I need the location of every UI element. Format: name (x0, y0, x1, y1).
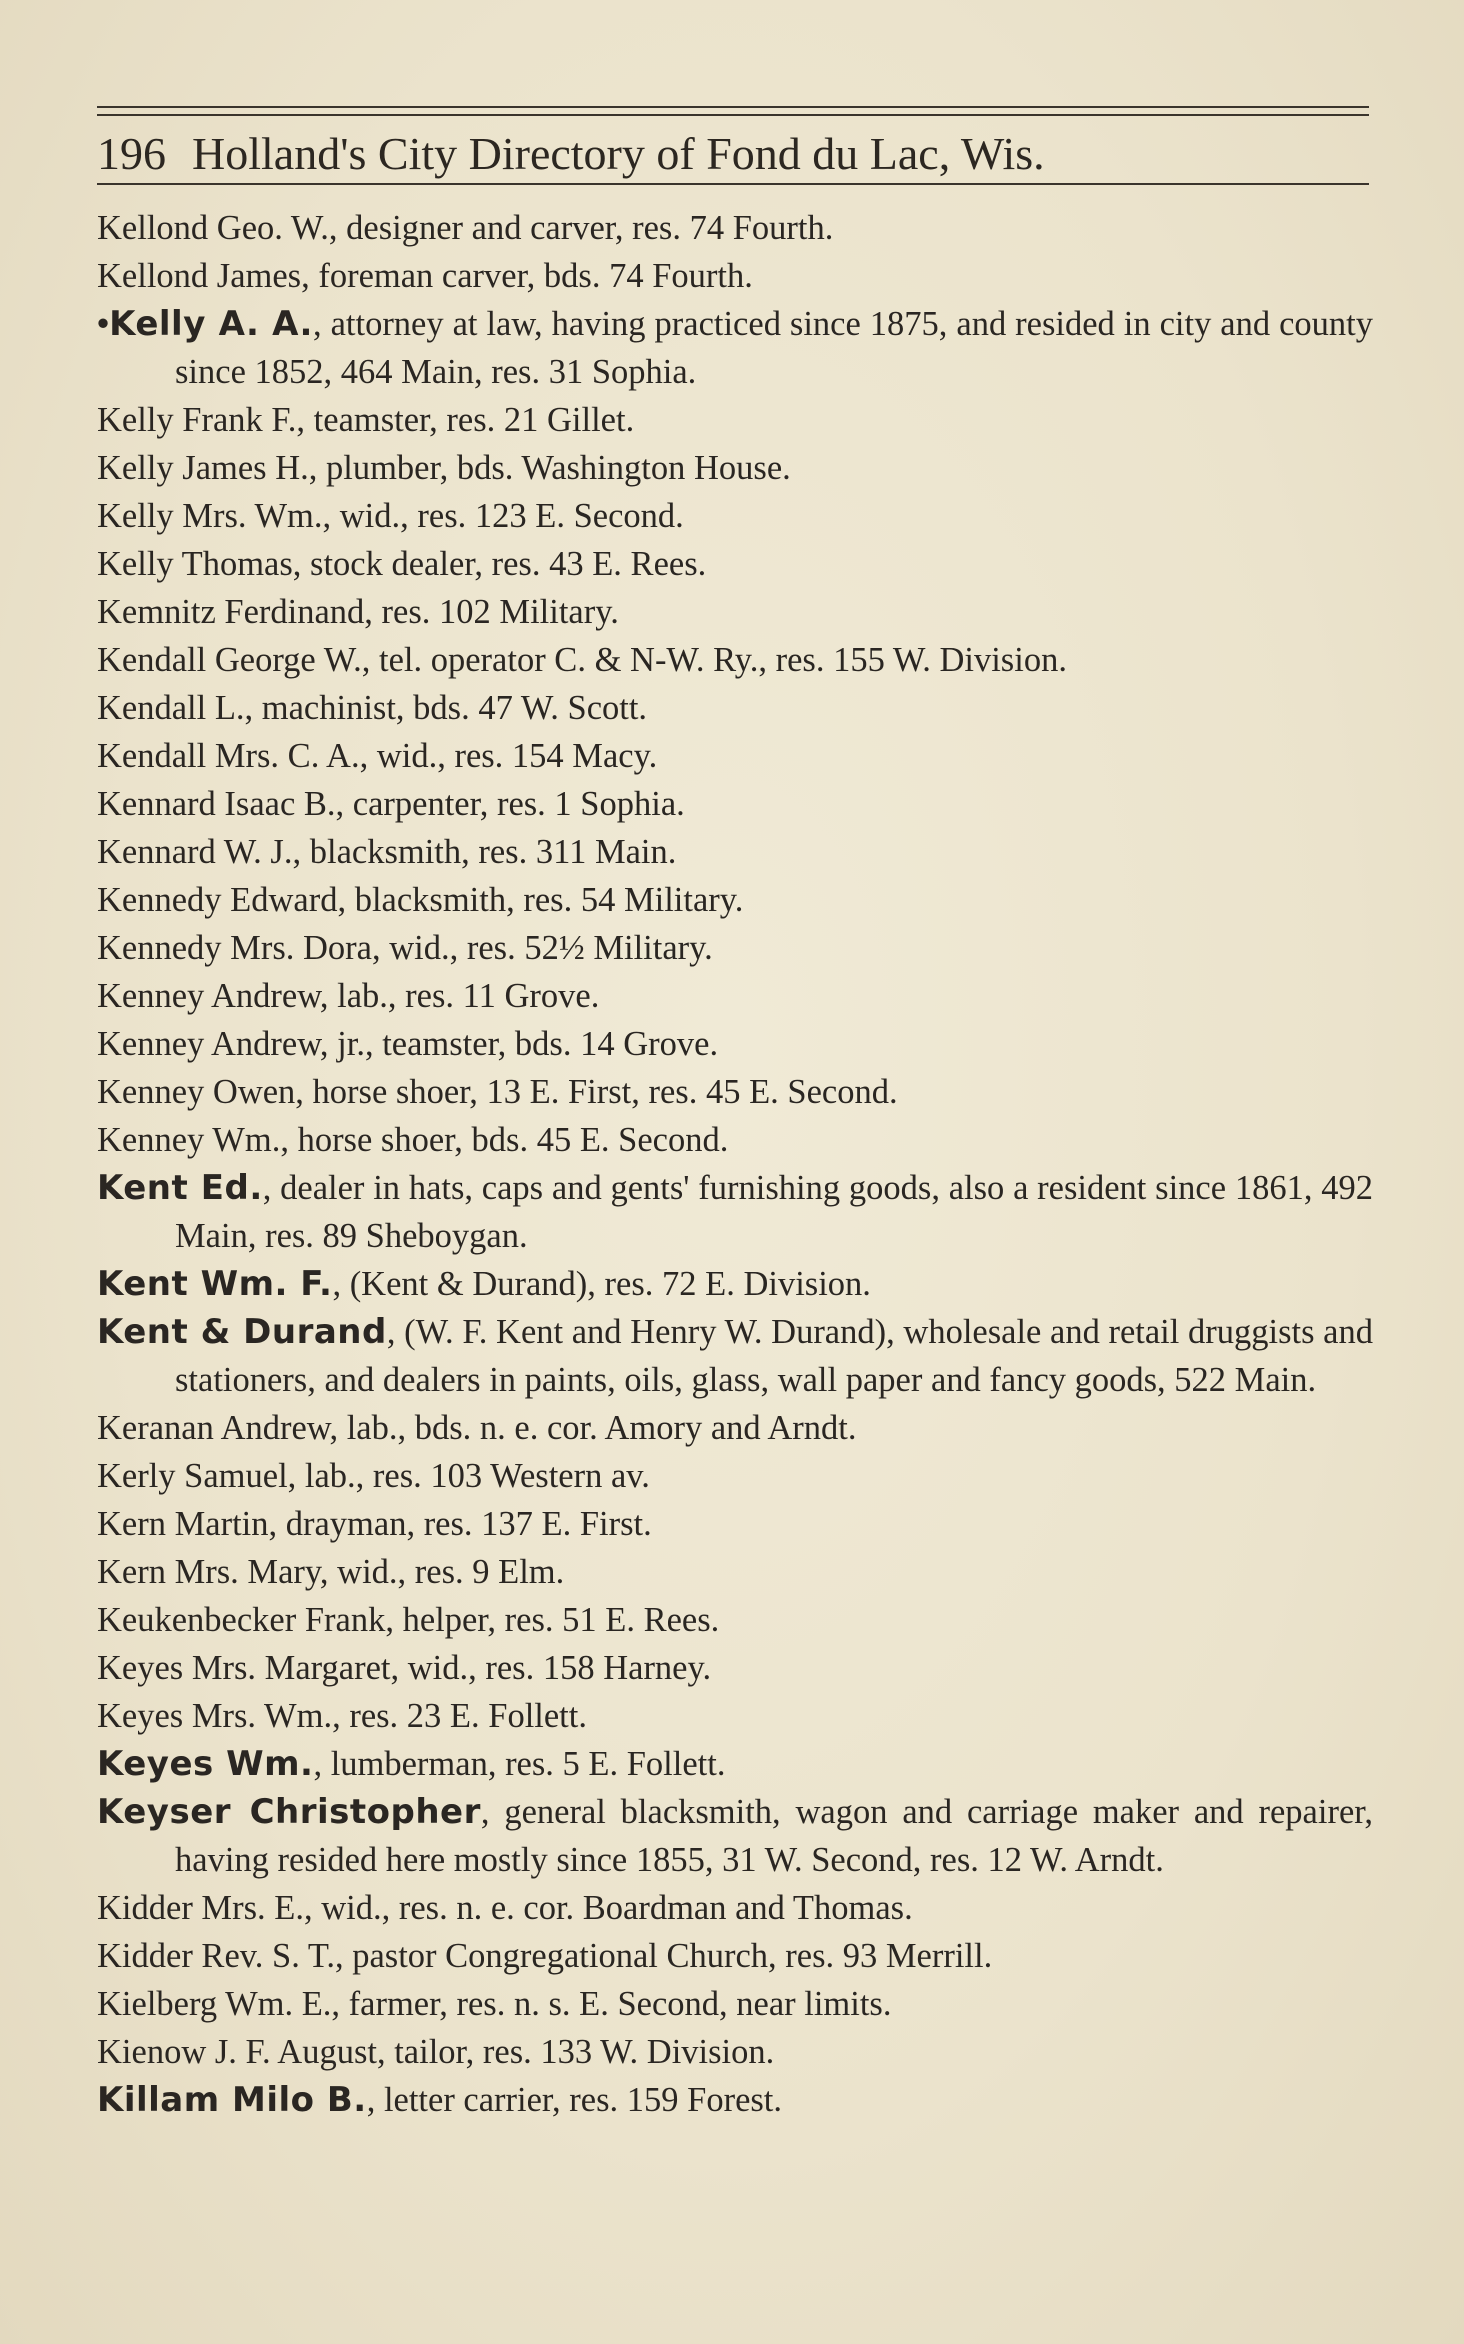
entry-text: Kenney Wm., horse shoer, bds. 45 E. Second. (97, 1121, 729, 1159)
directory-entry (97, 876, 1373, 924)
directory-entry (97, 1068, 1373, 1116)
entry-text: Kenney Andrew, lab., res. 11 Grove. (97, 977, 600, 1015)
directory-entry (97, 732, 1373, 780)
entry-text: Kielberg Wm. E., farmer, res. n. s. E. Second, near limits. (97, 1985, 892, 2023)
directory-entry (97, 1452, 1373, 1500)
entry-text: Kern Martin, drayman, res. 137 E. First. (97, 1505, 652, 1543)
entry-name-bold: Kent Ed. (97, 1168, 263, 1208)
entry-text: Kendall Mrs. C. A., wid., res. 154 Macy. (97, 737, 658, 775)
directory-entry (97, 1116, 1373, 1164)
directory-entry (97, 1548, 1373, 1596)
entry-text: Kelly James H., plumber, bds. Washington House. (97, 449, 791, 487)
directory-entry (97, 1932, 1373, 1980)
entry-text: Kellond James, foreman carver, bds. 74 Fourth. (97, 257, 753, 295)
entry-text: Kendall George W., tel. operator C. & N-W. Ry., res. 155 W. Division. (97, 641, 1067, 679)
directory-entry (97, 444, 1373, 492)
entry-text: Kern Mrs. Mary, wid., res. 9 Elm. (97, 1553, 565, 1591)
entry-name-bold: Keyser Christopher (97, 1792, 481, 1832)
entry-text: Kerly Samuel, lab., res. 103 Western av. (97, 1457, 650, 1495)
directory-entry (97, 300, 1373, 396)
entry-text: , letter carrier, res. 159 Forest. (366, 2081, 783, 2119)
directory-entry (97, 540, 1373, 588)
directory-entry (97, 588, 1373, 636)
directory-entry (97, 1740, 1373, 1788)
entry-text: Keyes Mrs. Margaret, wid., res. 158 Harney. (97, 1649, 712, 1687)
directory-entry (97, 1164, 1373, 1260)
directory-entry (97, 780, 1373, 828)
entry-text: Kelly Frank F., teamster, res. 21 Gillet. (97, 401, 635, 439)
directory-entry (97, 924, 1373, 972)
entry-text: Kenney Andrew, jr., teamster, bds. 14 Grove. (97, 1025, 719, 1063)
directory-entry (97, 1404, 1373, 1452)
directory-entry (97, 2028, 1373, 2076)
directory-entry (97, 1500, 1373, 1548)
directory-entry (97, 492, 1373, 540)
directory-entry (97, 972, 1373, 1020)
header-double-rule (97, 106, 1369, 116)
page-title: Holland's City Directory of Fond du Lac, Wis. (192, 128, 1045, 179)
page-header (97, 118, 1369, 180)
directory-entry (97, 1692, 1373, 1740)
entry-text: Kemnitz Ferdinand, res. 102 Military. (97, 593, 619, 631)
entry-name-bold: Keyes Wm. (97, 1744, 314, 1784)
directory-entry (97, 1260, 1373, 1308)
entry-text: Keranan Andrew, lab., bds. n. e. cor. Amory and Arndt. (97, 1409, 857, 1447)
directory-entry (97, 1788, 1373, 1884)
entry-text: , attorney at law, having practiced since 1875, and resided in city and county since 1852, 464 Main, res. 31 Sophia. (175, 305, 1373, 391)
entry-text: Kellond Geo. W., designer and carver, res. 74 Fourth. (97, 209, 834, 247)
entry-text: , lumberman, res. 5 E. Follett. (313, 1745, 726, 1783)
entry-text: Kelly Thomas, stock dealer, res. 43 E. Rees. (97, 545, 707, 583)
entry-text: , (W. F. Kent and Henry W. Durand), wholesale and retail druggists and stationers, and dealers in paints, oils, glass, wall paper and fancy goods, 522 Main. (175, 1313, 1373, 1399)
directory-entry (97, 1596, 1373, 1644)
entry-name-bold: Kelly A. A. (109, 304, 313, 344)
entry-text: Keyes Mrs. Wm., res. 23 E. Follett. (97, 1697, 587, 1735)
directory-entry (97, 252, 1373, 300)
entry-text: Kendall L., machinist, bds. 47 W. Scott. (97, 689, 648, 727)
entry-text: Kennard W. J., blacksmith, res. 311 Main. (97, 833, 677, 871)
directory-entries (97, 204, 1373, 2124)
directory-entry (97, 1980, 1373, 2028)
directory-entry (97, 828, 1373, 876)
directory-entry (97, 1644, 1373, 1692)
entry-text: Kennedy Mrs. Dora, wid., res. 52½ Military. (97, 929, 713, 967)
entry-text: Kennedy Edward, blacksmith, res. 54 Military. (97, 881, 744, 919)
directory-entry (97, 2076, 1373, 2124)
entry-text: , (Kent & Durand), res. 72 E. Division. (332, 1265, 871, 1303)
entry-text: , dealer in hats, caps and gents' furnishing goods, also a resident since 1861, 492 Main, res. 89 Sheboygan. (175, 1169, 1373, 1255)
entry-text: , general blacksmith, wagon and carriage maker and repairer, having resided here mostly since 1855, 31 W. Second, res. 12 W. Arndt. (175, 1793, 1373, 1879)
directory-entry (97, 1308, 1373, 1404)
entry-text: Kienow J. F. August, tailor, res. 133 W. Division. (97, 2033, 775, 2071)
entry-name-bold: Kent Wm. F. (97, 1264, 333, 1304)
directory-entry (97, 1884, 1373, 1932)
entry-text: Kennard Isaac B., carpenter, res. 1 Sophia. (97, 785, 685, 823)
entry-name-bold: Kent & Durand (97, 1312, 387, 1352)
entry-text: Keukenbecker Frank, helper, res. 51 E. Rees. (97, 1601, 720, 1639)
directory-entry (97, 1020, 1373, 1068)
entry-text: Kidder Rev. S. T., pastor Congregational Church, res. 93 Merrill. (97, 1937, 993, 1975)
directory-entry (97, 636, 1373, 684)
entry-marker: • (97, 305, 110, 343)
page-number: 196 (97, 128, 166, 179)
directory-entry (97, 396, 1373, 444)
directory-entry (97, 204, 1373, 252)
entry-text: Kenney Owen, horse shoer, 13 E. First, res. 45 E. Second. (97, 1073, 898, 1111)
header-rule (97, 183, 1369, 185)
directory-entry (97, 684, 1373, 732)
entry-name-bold: Killam Milo B. (97, 2080, 367, 2120)
entry-text: Kelly Mrs. Wm., wid., res. 123 E. Second. (97, 497, 684, 535)
entry-text: Kidder Mrs. E., wid., res. n. e. cor. Boardman and Thomas. (97, 1889, 913, 1927)
